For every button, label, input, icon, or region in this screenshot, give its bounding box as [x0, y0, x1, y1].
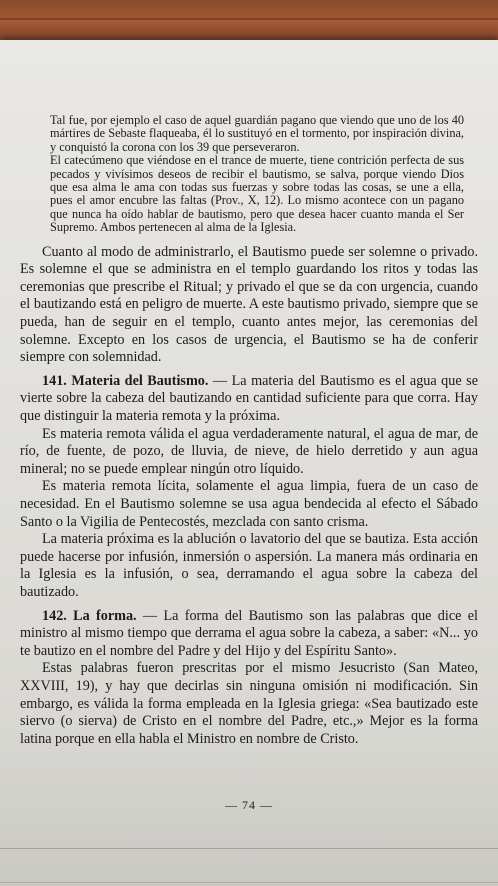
section-141-title: 141. Materia del Bautismo.: [42, 372, 209, 389]
paragraph-forma-final: Estas palabras fueron prescritas por el mismo Jesucristo (San Mateo, XXVIII, 19), y hay que decirlas sin ninguna omisión ni modificación. Sin embargo, es válida la forma empleada en la Iglesia griega: «Sea bautizado este siervo (o sierva) de Cristo en el nombre del Padre, etc.,» Mejor es la forma latina porque en ella habla el Ministro en nombre de Cristo.: [20, 660, 478, 747]
small-print-block: [20, 114, 464, 235]
paragraph-administration: Cuanto al modo de administrarlo, el Bautismo puede ser solemne o privado. Es solemne el que se administra en el templo guardando los ritos y todas las ceremonias que prescribe el Ritual; y privado el que se da con urgencia, cuando el bautizando está en peligro de muerte. A este bautismo privado, siempre que se pueda, han de seguir en el templo, cuanto antes mejor, las ceremonias del solemne. Excepto en los casos de urgencia, el Bautismo se ha de conferir siempre con solemnidad.: [20, 243, 478, 366]
small-paragraph-1: Tal fue, por ejemplo el caso de aquel guardián pagano que viendo que uno de los 40 mártires de Sebaste flaqueaba, él lo sustituyó en el tormento, por inspiración divina, y conquistó la corona con los 39 que perseveraron.: [50, 113, 464, 154]
book-page: [0, 40, 498, 886]
page-edge-line-lower: [0, 882, 498, 883]
section-142-body: — La forma del Bautismo son las palabras que dice el ministro al mismo tiempo que derrama el agua sobre la cabeza, a saber: «N... yo te bautizo en el nombre del Padre y del Hijo y del Espíritu Santo».: [20, 607, 478, 659]
small-paragraph-2: El catecúmeno que viéndose en el trance de muerte, tiene contrición perfecta de sus pecados y vivísimos deseos de recibir el bautismo, se salva, porque viendo Dios que esa alma le ama con todas sus fuerzas y sobre todas las cosas, se une a ella, pues el amor encubre las faltas (Prov., X, 12). Lo mismo acontece con un pagano que nunca ha oído hablar de bautismo, pero que desea hacer cuanto manda el Ser Supremo. Ambos pertenecen al alma de la Iglesia.: [50, 153, 464, 235]
page-edge-line: [0, 848, 498, 849]
section-142: [20, 608, 478, 661]
paragraph-materia-proxima: La materia próxima es la ablución o lavatorio del que se bautiza. Esta acción puede hacerse por infusión, inmersión o aspersión. La manera más ordinaria en la Iglesia es la infusión, o sea, derramando el agua sobre la cabeza del bautizado.: [20, 531, 478, 600]
paragraph-materia-remota-valida: Es materia remota válida el agua verdaderamente natural, el agua de mar, de río, de fuente, de pozo, de lluvia, de nieve, de hielo derretido y aun agua mineral; no se puede emplear ningún otro líquido.: [20, 425, 478, 477]
page-content: [20, 114, 478, 748]
main-text: [20, 244, 478, 749]
section-141: [20, 373, 478, 426]
section-141-body: — La materia del Bautismo es el agua que se vierte sobre la cabeza del bautizando en cantidad suficiente para que corra. Hay que distinguir la materia remota y la próxima.: [20, 372, 478, 424]
paragraph-materia-remota-licita: Es materia remota lícita, solamente el agua limpia, fuera de un caso de necesidad. En el Bautismo solemne se usa agua bendecida al efecto el Sábado Santo o la Vigilia de Pentecostés, mezclada con santo crisma.: [20, 478, 478, 530]
section-142-title: 142. La forma.: [42, 607, 137, 624]
page-number: — 74 —: [225, 798, 273, 812]
